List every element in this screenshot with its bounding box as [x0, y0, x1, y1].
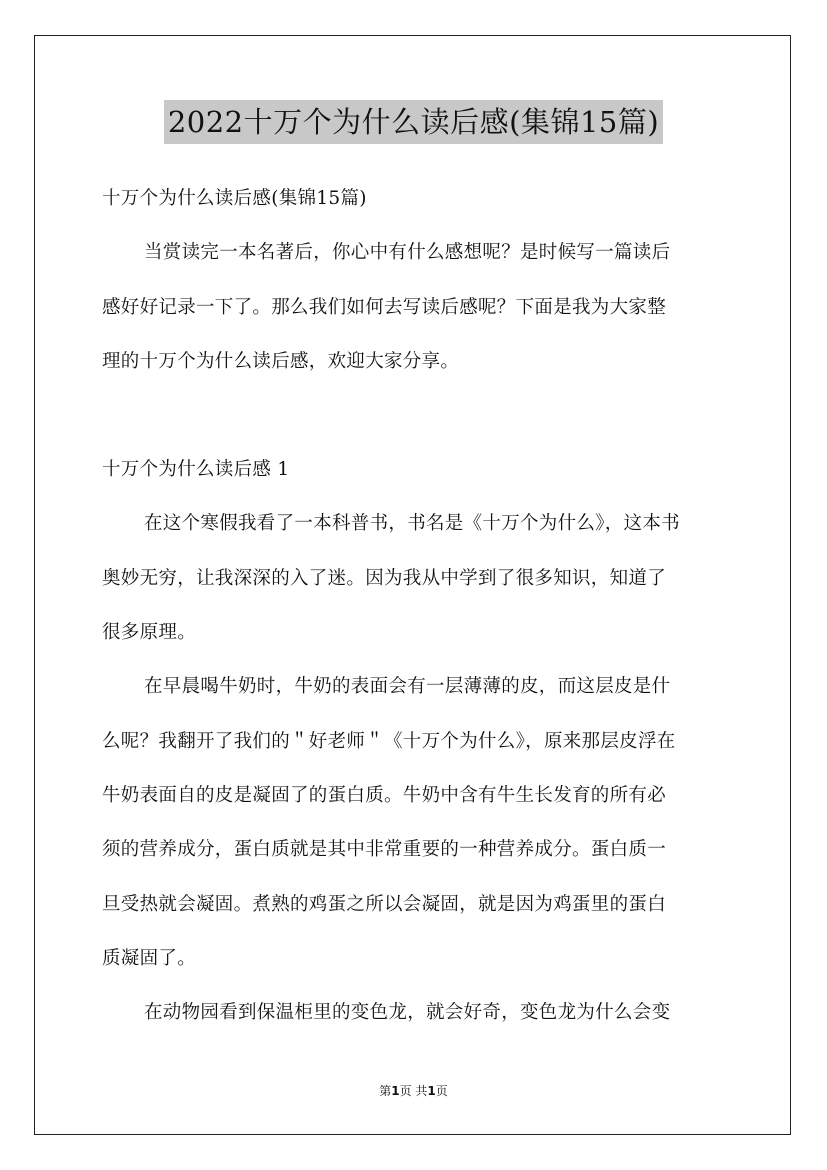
paragraph-line: 很多原理。: [102, 622, 197, 644]
paragraph-line: 须的营养成分，蛋白质就是其中非常重要的一种营养成分。蛋白质一: [102, 839, 667, 861]
document-subtitle: 十万个为什么读后感(集锦15篇): [102, 188, 367, 209]
intro-line: 理的十万个为什么读后感，欢迎大家分享。: [102, 350, 460, 372]
paragraph-line: 牛奶表面自的皮是凝固了的蛋白质。牛奶中含有牛生长发育的所有必: [102, 784, 667, 806]
paragraph-line: 奥妙无穷，让我深深的入了迷。因为我从中学到了很多知识，知道了: [102, 567, 667, 589]
section-heading: 十万个为什么读后感 1: [102, 459, 290, 481]
intro-line: 当赏读完一本名著后，你心中有什么感想呢？是时候写一篇读后: [144, 242, 671, 264]
paragraph-line: 么呢？我翻开了我们的＂好老师＂《十万个为什么》，原来那层皮浮在: [102, 730, 676, 752]
footer-page-total: 1: [427, 1084, 436, 1098]
paragraph-line: 在这个寒假我看了一本科普书，书名是《十万个为什么》，这本书: [144, 513, 680, 535]
footer-page-current: 1: [391, 1084, 400, 1098]
paragraph-line: 在动物园看到保温柜里的变色龙，就会好奇，变色龙为什么会变: [144, 1002, 671, 1024]
paragraph-line: 在早晨喝牛奶时，牛奶的表面会有一层薄薄的皮，而这层皮是什: [144, 676, 671, 698]
footer-page-prefix: 第: [379, 1084, 392, 1098]
intro-line: 感好好记录一下了。那么我们如何去写读后感呢？下面是我为大家整: [102, 296, 667, 318]
page-footer: [0, 1082, 827, 1100]
paragraph-gap: [102, 389, 728, 443]
paragraph-line: 质凝固了。: [102, 947, 197, 969]
title-area: [0, 100, 827, 144]
paragraph-line: 旦受热就会凝固。煮熟的鸡蛋之所以会凝固，就是因为鸡蛋里的蛋白: [102, 893, 667, 915]
footer-page-mid: 页 共: [399, 1084, 428, 1098]
footer-page-suffix: 页: [435, 1084, 448, 1098]
document-body: [102, 172, 728, 1040]
document-title: 2022十万个为什么读后感(集锦15篇): [164, 100, 663, 144]
